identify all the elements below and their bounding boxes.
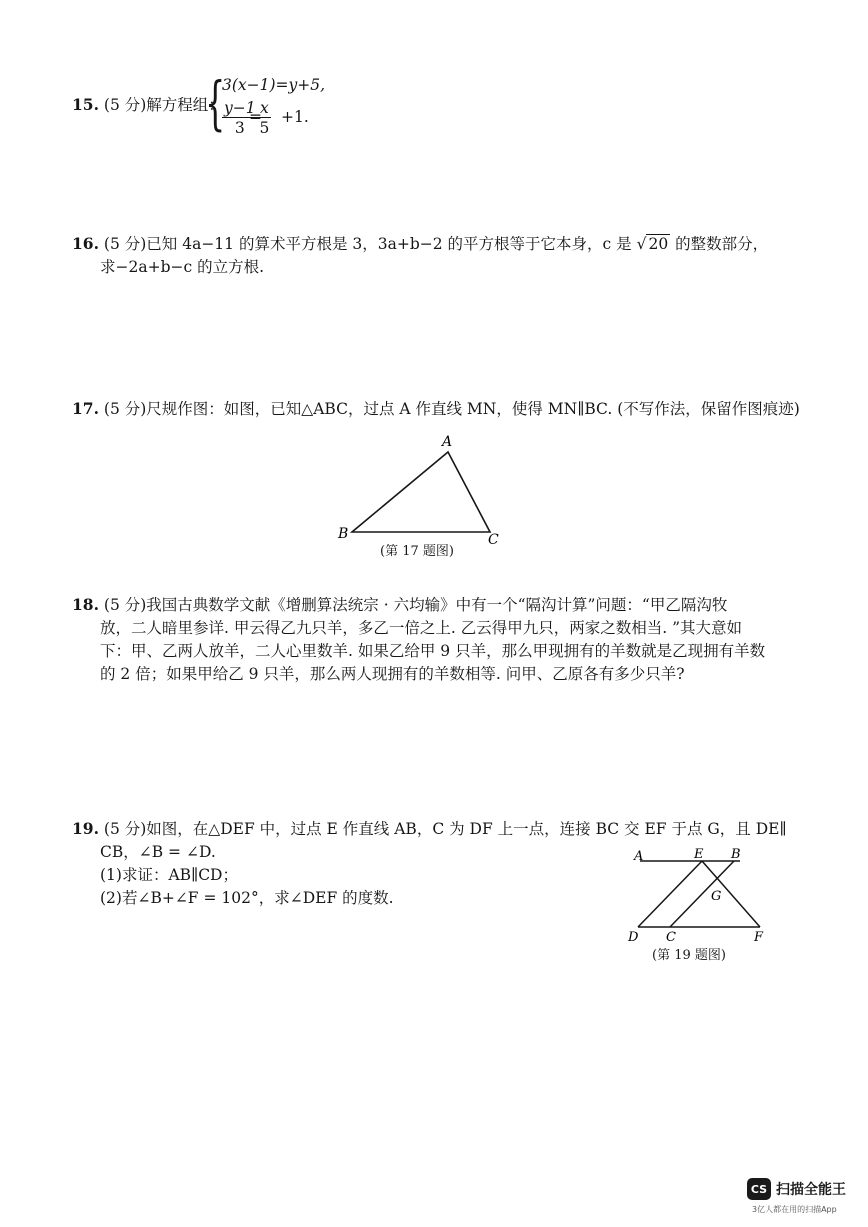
scanner-logo [747,1178,846,1200]
label-f: F [754,930,764,945]
camscanner-icon: CS [747,1178,771,1200]
q18-line-1 [72,594,727,616]
label-d: D [628,930,639,945]
triangle-abc [352,452,490,532]
label-e: E [694,847,704,862]
scanner-brand: 扫描全能王 [776,1182,846,1198]
q15-number: 15. [72,95,99,114]
q19-text-1: (5 分)如图，在△DEF 中，过点 E 作直线 AB，C 为 DF 上一点，连接 BC 交 EF 于点 G，且 DE∥ [103,820,787,838]
q18-text-1: (5 分)我国古典数学文献《增删算法统宗 · 六均输》中有一个“隔沟计算”问题：“甲乙隔沟牧 [103,596,728,614]
label-a: A [442,434,453,450]
q18-line-2: 放，二人暗里参详. 甲云得乙九只羊，多乙一倍之上. 乙云得甲九只，两家之数相当. ”其大意如 [100,619,742,637]
q15-equation-1: 3(x−1)=y+5, [222,76,326,94]
label-b: B [338,526,349,542]
q16-number: 16. [72,234,99,253]
q15-equals: = [249,108,262,126]
q19-part-1: (1)求证：AB∥CD； [100,866,238,884]
q19-line-1 [72,818,787,840]
q19-part-2: (2)若∠B+∠F = 102°，求∠DEF 的度数. [100,889,394,907]
q17-stem [72,398,800,420]
q15-frac1-denominator: 3 [234,119,245,137]
q19-figure [620,846,770,946]
q15-frac2-numerator: x [260,99,269,117]
sqrt-radicand: 20 [648,235,669,253]
line-cb [670,861,734,927]
q17-triangle-figure [330,430,530,545]
q15-tail: +1. [281,108,309,126]
q18-line-4: 的 2 倍；如果甲给乙 9 只羊，那么两人现拥有的羊数相等. 问甲、乙原各有多少只羊? [100,665,685,683]
q19-number: 19. [72,819,99,838]
label-b: B [731,847,741,862]
q15-text: (5 分)解方程组： [103,96,224,114]
q17-number: 17. [72,399,99,418]
line-de [638,861,702,927]
q16-line-2: 求−2a+b−c 的立方根. [100,258,265,276]
q15-fraction-2 [258,99,271,138]
scanner-tagline: 3亿人都在用的扫描App [752,1205,837,1214]
q16-line-1 [72,233,768,255]
q15-frac1-numerator: y−1 [224,99,256,117]
q15-stem [72,94,224,116]
q19-caption: (第 19 题图) [652,948,726,963]
label-c: C [488,532,499,545]
q16-text-a: (5 分)已知 4a−11 的算术平方根是 3，3a+b−2 的平方根等于它本身，c 是 [103,235,637,253]
label-c: C [666,930,676,945]
q15-frac2-denominator: 5 [259,119,270,137]
q18-number: 18. [72,595,99,614]
q18-line-3: 下：甲、乙两人放羊，二人心里数羊. 如果乙给甲 9 只羊，那么甲现拥有的羊数就是乙现拥有羊数 [100,642,766,660]
label-a: A [634,849,644,864]
q15-brace: { [205,69,226,137]
q16-text-b: 的整数部分， [670,235,769,253]
q17-text: (5 分)尺规作图：如图，已知△ABC，过点 A 作直线 MN，使得 MN∥BC. (不写作法，保留作图痕迹) [103,400,800,418]
label-g: G [711,889,722,904]
q17-caption: (第 17 题图) [380,544,454,559]
q19-line-2: CB，∠B = ∠D. [100,843,216,861]
sqrt-20: √ 20 [636,235,669,253]
